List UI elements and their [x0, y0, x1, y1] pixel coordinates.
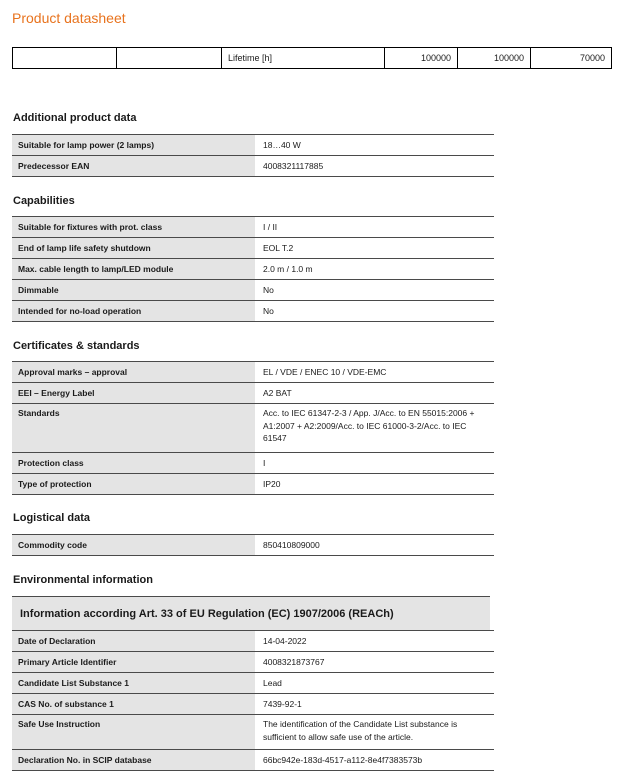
table-row — [12, 673, 494, 694]
page-title: Product datasheet — [12, 10, 126, 26]
row-value: 4008321117885 — [255, 156, 494, 177]
table-row — [12, 535, 494, 556]
row-value: 66bc942e-183d-4517-a112-8e4f7383573b — [255, 750, 494, 771]
table-row — [12, 238, 494, 259]
row-value: EL / VDE / ENEC 10 / VDE-EMC — [255, 362, 494, 383]
section-title-certificates: Certificates & standards — [13, 340, 140, 352]
row-value: The identification of the Candidate List substance is sufficient to allow safe use of the article. — [255, 715, 494, 750]
row-label: Safe Use Instruction — [12, 715, 255, 750]
row-value: 2.0 m / 1.0 m — [255, 259, 494, 280]
row-label: Suitable for lamp power (2 lamps) — [12, 135, 255, 156]
row-label: Declaration No. in SCIP database — [12, 750, 255, 771]
row-label: Suitable for fixtures with prot. class — [12, 217, 255, 238]
additional-table — [12, 134, 494, 177]
row-label: Primary Article Identifier — [12, 652, 255, 673]
table-row — [12, 280, 494, 301]
row-value: 18…40 W — [255, 135, 494, 156]
row-label: EEI – Energy Label — [12, 383, 255, 404]
empty-cell — [13, 48, 117, 69]
table-row — [12, 750, 494, 771]
section-title-capabilities: Capabilities — [13, 195, 75, 207]
row-label: Date of Declaration — [12, 631, 255, 652]
row-value: 14-04-2022 — [255, 631, 494, 652]
table-row — [12, 631, 494, 652]
table-row — [12, 362, 494, 383]
table-row — [12, 474, 494, 495]
table-row — [12, 453, 494, 474]
row-label: Intended for no-load operation — [12, 301, 255, 322]
section-title-environmental: Environmental information — [13, 574, 153, 586]
row-label: Approval marks – approval — [12, 362, 255, 383]
section-title-logistical: Logistical data — [13, 512, 91, 524]
empty-cell — [117, 48, 222, 69]
row-value: Acc. to IEC 61347-2-3 / App. J/Acc. to EN 55015:2006 + A1:2007 + A2:2009/Acc. to IEC 61000-3-2/Acc. to IEC 61547 — [255, 404, 494, 453]
row-value: 850410809000 — [255, 535, 494, 556]
row-label: End of lamp life safety shutdown — [12, 238, 255, 259]
section-title-additional: Additional product data — [13, 112, 137, 124]
table-row — [12, 217, 494, 238]
row-value: IP20 — [255, 474, 494, 495]
row-label: Type of protection — [12, 474, 255, 495]
logistical-table — [12, 534, 494, 556]
table-row — [12, 259, 494, 280]
row-value: Lead — [255, 673, 494, 694]
row-label: Candidate List Substance 1 — [12, 673, 255, 694]
table-row — [12, 135, 494, 156]
row-label: Commodity code — [12, 535, 255, 556]
row-label: Standards — [12, 404, 255, 453]
row-label: Dimmable — [12, 280, 255, 301]
row-value: 4008321873767 — [255, 652, 494, 673]
table-row — [12, 652, 494, 673]
table-row — [12, 694, 494, 715]
lifetime-label: Lifetime [h] — [222, 48, 385, 69]
row-value: No — [255, 280, 494, 301]
row-value: EOL T.2 — [255, 238, 494, 259]
reach-heading: Information according Art. 33 of EU Regulation (EC) 1907/2006 (REACh) — [12, 596, 490, 631]
row-value: 7439-92-1 — [255, 694, 494, 715]
row-label: Max. cable length to lamp/LED module — [12, 259, 255, 280]
certificates-table — [12, 361, 494, 495]
lifetime-value: 100000 — [458, 48, 531, 69]
table-row — [12, 715, 494, 750]
lifetime-value: 100000 — [385, 48, 458, 69]
row-label: Protection class — [12, 453, 255, 474]
environmental-table — [12, 630, 494, 771]
row-value: A2 BAT — [255, 383, 494, 404]
lifetime-table — [12, 47, 612, 69]
lifetime-value: 70000 — [531, 48, 612, 69]
table-row — [12, 156, 494, 177]
table-row — [13, 48, 612, 69]
row-label: Predecessor EAN — [12, 156, 255, 177]
table-row — [12, 383, 494, 404]
row-value: I / II — [255, 217, 494, 238]
row-value: No — [255, 301, 494, 322]
row-label: CAS No. of substance 1 — [12, 694, 255, 715]
capabilities-table — [12, 216, 494, 322]
table-row — [12, 301, 494, 322]
row-value: I — [255, 453, 494, 474]
table-row — [12, 404, 494, 453]
